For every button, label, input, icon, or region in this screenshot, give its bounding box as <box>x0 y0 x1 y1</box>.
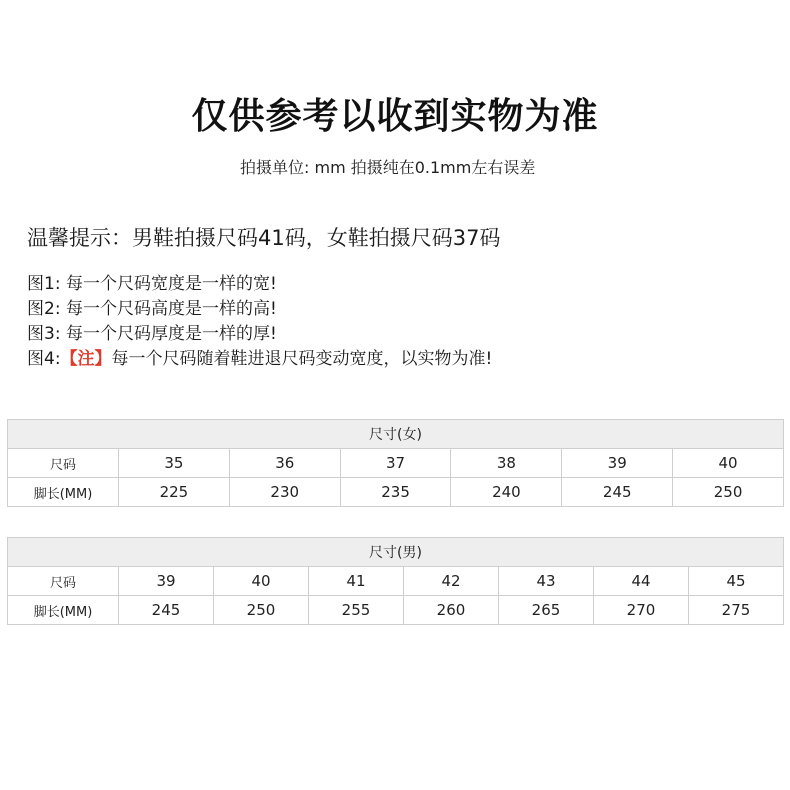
notes-list <box>27 272 492 372</box>
men-size-label: 尺码 <box>8 567 119 596</box>
women-size-cell: 37 <box>340 449 451 478</box>
women-length-cell: 240 <box>451 478 562 507</box>
note-height: 图2: 每一个尺码高度是一样的高! <box>27 299 277 319</box>
men-size-cell: 39 <box>119 567 214 596</box>
men-length-cell: 265 <box>499 596 594 625</box>
men-size-cell: 44 <box>594 567 689 596</box>
men-size-cell: 40 <box>214 567 309 596</box>
men-length-row <box>8 596 784 625</box>
men-length-cell: 255 <box>309 596 404 625</box>
men-length-cell: 245 <box>119 596 214 625</box>
note-sizing <box>27 347 492 372</box>
measurement-subtitle: 拍摄单位: mm 拍摄纯在0.1mm左右误差 <box>240 158 536 177</box>
note-sizing-prefix: 图4: <box>27 349 61 369</box>
women-length-cell: 225 <box>119 478 230 507</box>
men-length-cell: 275 <box>689 596 784 625</box>
note-sizing-text: 每一个尺码随着鞋进退尺码变动宽度，以实物为准! <box>111 349 493 369</box>
men-length-cell: 260 <box>404 596 499 625</box>
men-size-row <box>8 567 784 596</box>
women-size-cell: 40 <box>673 449 784 478</box>
women-size-cell: 39 <box>562 449 673 478</box>
women-size-table <box>7 419 784 507</box>
page-title: 仅供参考以收到实物为准 <box>191 96 599 137</box>
women-length-cell: 245 <box>562 478 673 507</box>
men-table-header: 尺寸(男) <box>8 538 784 567</box>
men-length-cell: 250 <box>214 596 309 625</box>
note-sizing-tag: 【注】 <box>60 349 112 369</box>
men-size-cell: 42 <box>404 567 499 596</box>
women-size-cell: 35 <box>119 449 230 478</box>
note-width: 图1: 每一个尺码宽度是一样的宽! <box>27 274 277 294</box>
note-thickness: 图3: 每一个尺码厚度是一样的厚! <box>27 324 277 344</box>
men-length-label: 脚长(MM) <box>8 596 119 625</box>
women-length-row <box>8 478 784 507</box>
women-length-cell: 230 <box>229 478 340 507</box>
women-table-header: 尺寸(女) <box>8 420 784 449</box>
men-length-cell: 270 <box>594 596 689 625</box>
men-size-cell: 41 <box>309 567 404 596</box>
women-length-cell: 250 <box>673 478 784 507</box>
sample-size-tip: 温馨提示：男鞋拍摄尺码41码，女鞋拍摄尺码37码 <box>27 226 501 250</box>
men-size-table <box>7 537 784 625</box>
women-size-label: 尺码 <box>8 449 119 478</box>
women-size-row <box>8 449 784 478</box>
women-size-cell: 38 <box>451 449 562 478</box>
men-size-cell: 45 <box>689 567 784 596</box>
men-size-cell: 43 <box>499 567 594 596</box>
women-length-cell: 235 <box>340 478 451 507</box>
women-length-label: 脚长(MM) <box>8 478 119 507</box>
women-size-cell: 36 <box>229 449 340 478</box>
